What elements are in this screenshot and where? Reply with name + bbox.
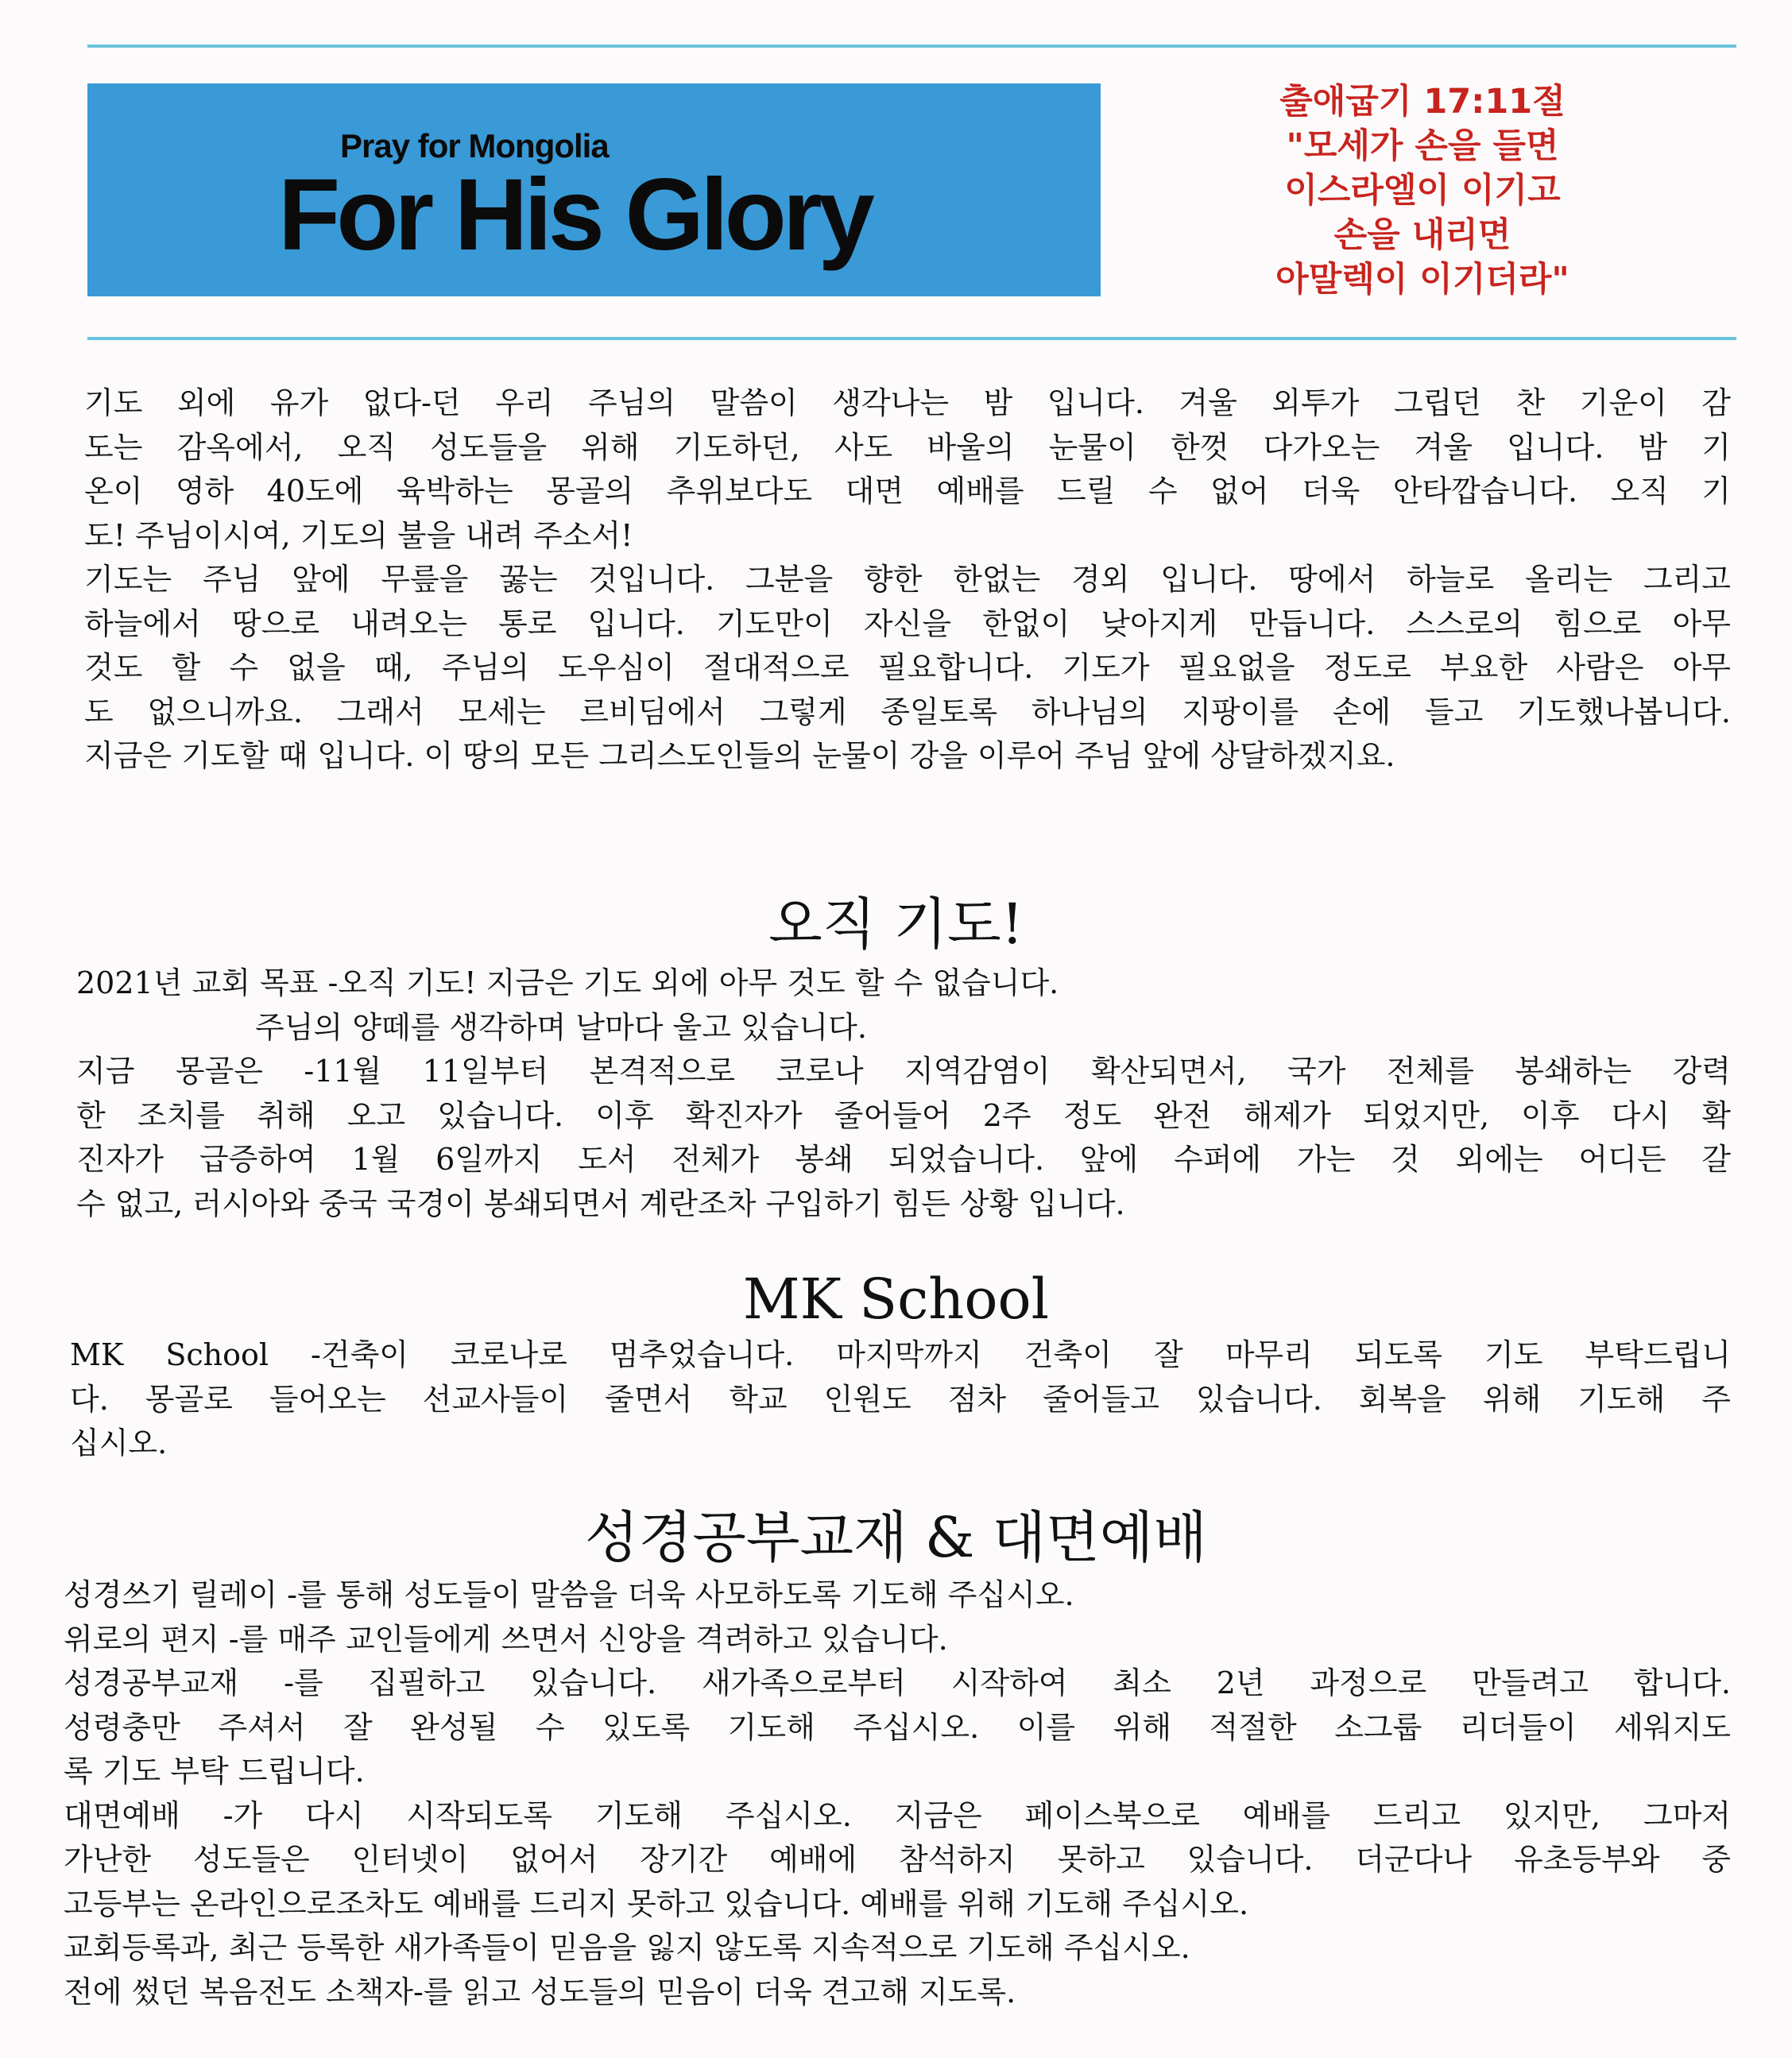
section-line: 지금 몽골은 -11월 11일부터 본격적으로 코로나 지역감염이 확산되면서, 국가 전체를 봉쇄하는 강력	[76, 1054, 1731, 1089]
intro-text	[84, 381, 1731, 779]
intro-line: 기도는 주님 앞에 무릎을 꿇는 것입니다. 그분을 향한 한없는 경외 입니다. 땅에서 하늘로 올리는 그리고	[84, 562, 1731, 597]
intro-line: 도! 주님이시여, 기도의 불을 내려 주소서!	[84, 517, 633, 553]
intro-line: 기도 외에 유가 없다-던 우리 주님의 말씀이 생각나는 밤 입니다. 겨울 외투가 그립던 찬 기운이 감	[84, 385, 1731, 420]
section-line: 성령충만 주셔서 잘 완성될 수 있도록 기도해 주십시오. 이를 위해 적절한 소그룹 리더들이 세워지도	[64, 1709, 1731, 1745]
section-heading-prayer: 오직 기도!	[768, 892, 1024, 957]
intro-line: 도는 감옥에서, 오직 성도들을 위해 기도하던, 사도 바울의 눈물이 한껏 다가오는 겨울 입니다. 밤 기	[84, 429, 1731, 465]
section-line: 가난한 성도들은 인터넷이 없어서 장기간 예배에 참석하지 못하고 있습니다. 더군다나 유초등부와 중	[64, 1842, 1731, 1877]
verse-line: 손을 내리면	[1333, 215, 1511, 255]
section-line: 전에 썼던 복음전도 소책자-를 읽고 성도들의 믿음이 더욱 견고해 지도록.	[64, 1974, 1016, 2010]
verse-line: 아말렉이 이기더라"	[1275, 260, 1569, 300]
section-line: MK School -건축이 코로나로 멈추었습니다. 마지막까지 건축이 잘 마무리 되도록 기도 부탁드립니	[70, 1337, 1731, 1372]
section-line: 성경공부교재 -를 집필하고 있습니다. 새가족으로부터 시작하여 최소 2년 과정으로 만들려고 합니다.	[64, 1665, 1731, 1700]
scripture-verse	[1160, 79, 1685, 302]
top-divider	[87, 44, 1736, 48]
header-divider	[87, 337, 1736, 340]
section-line: 주님의 양떼를 생각하며 날마다 울고 있습니다.	[255, 1009, 867, 1045]
section-line: 다. 몽골로 들어오는 선교사들이 줄면서 학교 인원도 점차 줄어들고 있습니다. 회복을 위해 기도해 주	[70, 1381, 1731, 1417]
section-line: 한 조치를 취해 오고 있습니다. 이후 확진자가 줄어들어 2주 정도 완전 해제가 되었지만, 이후 다시 확	[76, 1097, 1731, 1133]
verse-line: 출애굽기 17:11절	[1279, 82, 1566, 122]
section-line: 위로의 편지 -를 매주 교인들에게 쓰면서 신앙을 격려하고 있습니다.	[64, 1621, 948, 1657]
section-heading-bible-study: 성경공부교재 & 대면예배	[584, 1505, 1207, 1570]
section-line: 수 없고, 러시아와 중국 국경이 봉쇄되면서 계란조차 구입하기 힘든 상황 입니다.	[76, 1186, 1125, 1221]
section-line: 성경쓰기 릴레이 -를 통해 성도들이 말씀을 더욱 사모하도록 기도해 주십시오.	[64, 1577, 1074, 1612]
section-line: 2021년 교회 목표 -오직 기도! 지금은 기도 외에 아무 것도 할 수 없습니다.	[76, 965, 1059, 1000]
section-heading-mk-school: MK School	[742, 1267, 1050, 1332]
banner-title: For His Glory	[278, 158, 871, 272]
section-line: 대면예배 -가 다시 시작되도록 기도해 주십시오. 지금은 페이스북으로 예배를 드리고 있지만, 그마저	[64, 1797, 1731, 1833]
section-line: 록 기도 부탁 드립니다.	[64, 1754, 365, 1789]
section-line: 십시오.	[70, 1426, 168, 1460]
section-line: 진자가 급증하여 1월 6일까지 도서 전체가 봉쇄 되었습니다. 앞에 수퍼에 가는 것 외에는 어디든 갈	[76, 1142, 1731, 1177]
banner-subtitle: Pray for Mongolia	[340, 127, 609, 164]
intro-line: 지금은 기도할 때 입니다. 이 땅의 모든 그리스도인들의 눈물이 강을 이루어 주님 앞에 상달하겠지요.	[84, 738, 1395, 773]
intro-line: 온이 영하 40도에 육박하는 몽골의 추위보다도 대면 예배를 드릴 수 없어 더욱 안타깝습니다. 오직 기	[84, 474, 1731, 509]
section-line: 고등부는 온라인으로조차도 예배를 드리지 못하고 있습니다. 예배를 위해 기도해 주십시오.	[64, 1886, 1249, 1921]
header-banner	[87, 83, 1101, 296]
section-prayer-text	[76, 961, 1731, 1226]
section-line: 교회등록과, 최근 등록한 새가족들이 믿음을 잃지 않도록 지속적으로 기도해 주십시오.	[64, 1930, 1190, 1965]
intro-line: 것도 할 수 없을 때, 주님의 도우심이 절대적으로 필요합니다. 기도가 필요없을 정도로 부요한 사람은 아무	[84, 650, 1731, 685]
intro-line: 하늘에서 땅으로 내려오는 통로 입니다. 기도만이 자신을 한없이 낮아지게 만듭니다. 스스로의 힘으로 아무	[84, 605, 1731, 641]
verse-line: "모세가 손을 들면	[1286, 126, 1559, 166]
intro-line: 도 없으니까요. 그래서 모세는 르비딤에서 그렇게 종일토록 하나님의 지팡이를 손에 들고 기도했나봅니다.	[84, 694, 1731, 729]
verse-line: 이스라엘이 이기고	[1284, 171, 1561, 211]
section-bible-study-text	[64, 1573, 1731, 2014]
section-mk-school-text	[70, 1333, 1731, 1466]
